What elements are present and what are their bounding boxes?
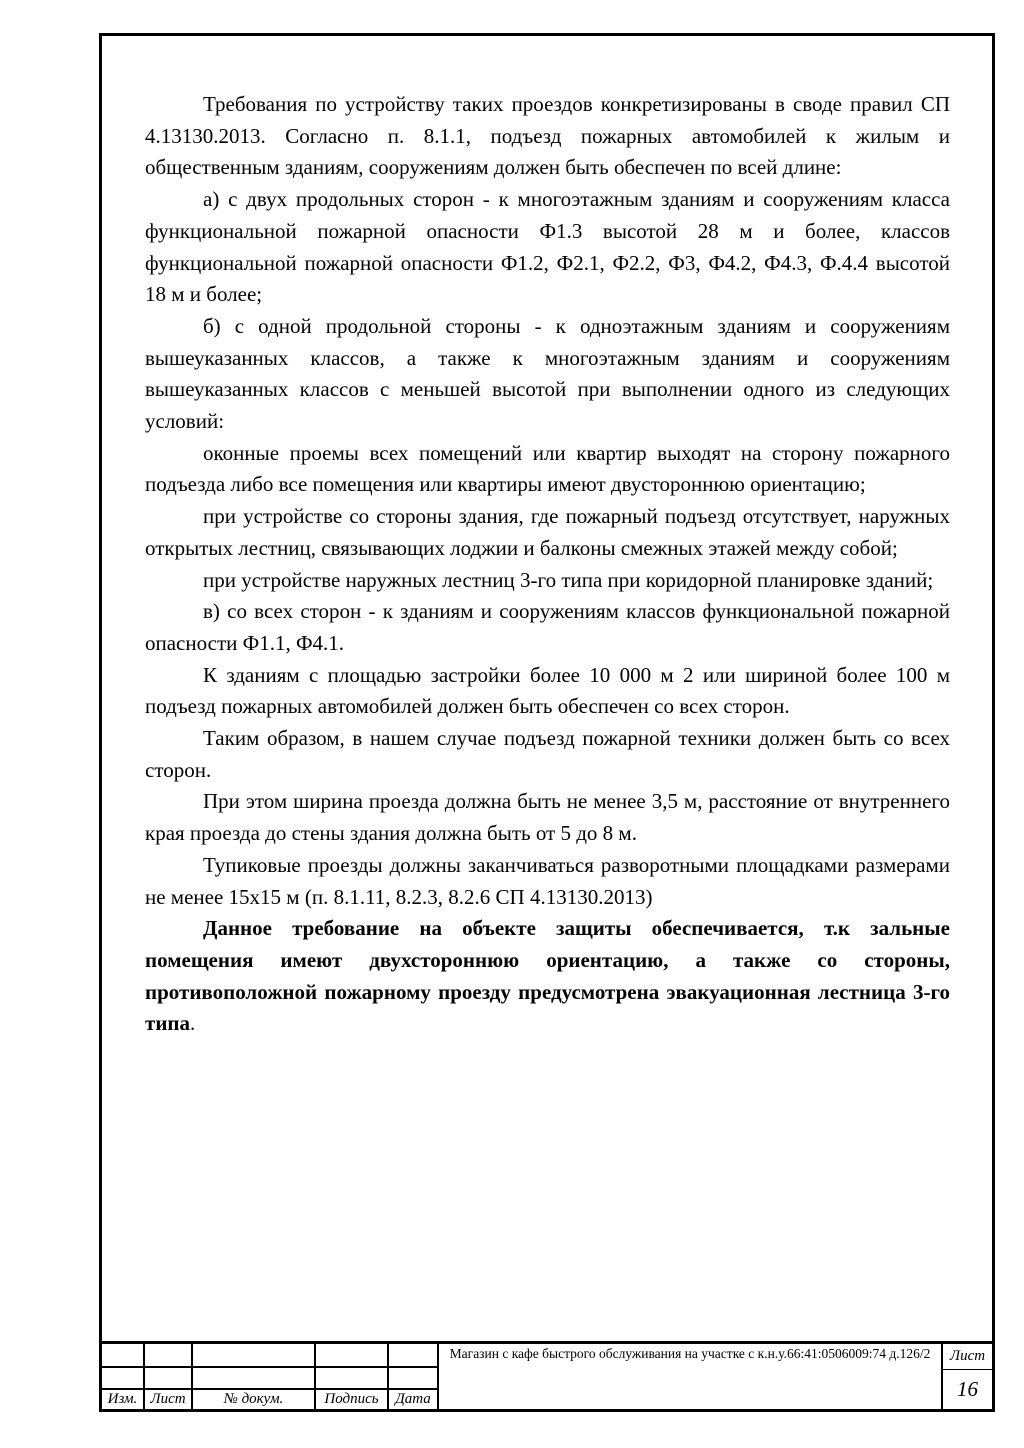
paragraph: б) с одной продольной стороны - к одноэтажным зданиям и сооружениям вышеуказанных классов, а также к многоэтажным зданиям и сооружениям вышеуказанных классов с меньшей высотой при выполнении одного из следующих условий: — [145, 313, 950, 434]
title-block-empty-cell — [102, 1344, 143, 1368]
title-block-column-signature — [316, 1344, 389, 1409]
title-block-column-list — [145, 1344, 193, 1409]
title-block-empty-cell — [316, 1368, 387, 1390]
title-block-sheet-label: Лист — [943, 1344, 992, 1370]
title-block-empty-cell — [145, 1344, 191, 1368]
title-block-project-name: Магазин с кафе быстрого обслуживания на участке с к.н.у.66:41:0506009:74 д.126/2 — [439, 1344, 943, 1409]
title-block-column-date — [389, 1344, 439, 1409]
title-block-column-izm — [102, 1344, 145, 1409]
title-block-empty-cell — [316, 1344, 387, 1368]
paragraph: при устройстве со стороны здания, где пожарный подъезд отсутствует, наружных открытых лестниц, связывающих лоджии и балконы смежных этажей между собой; — [145, 504, 950, 560]
title-block-label-list: Лист — [150, 1391, 186, 1407]
title-block-empty-cell — [145, 1368, 191, 1390]
title-block-empty-cell — [102, 1368, 143, 1390]
paragraph: К зданиям с площадью застройки более 10 000 м 2 или шириной более 100 м подъезд пожарных автомобилей должен быть обеспечен со всех сторон. — [145, 662, 950, 719]
title-block-empty-cell — [389, 1344, 437, 1368]
title-block-empty-cell — [389, 1368, 437, 1390]
title-block-empty-cell — [193, 1344, 314, 1368]
paragraph: Таким образом, в нашем случае подъезд пожарной техники должен быть со всех сторон. — [145, 726, 950, 782]
paragraph: а) с двух продольных сторон - к многоэтажным зданиям и сооружениям класса функциональной пожарной опасности Ф1.3 высотой 28 м и более, классов функциональной пожарной опасности Ф1.2, Ф2.1, Ф2.2, Ф3, Ф4.2, Ф4.3, Ф.4.4 высотой 18 м и более; — [145, 187, 950, 307]
title-block-column-doc-num — [193, 1344, 316, 1409]
paragraph: При этом ширина проезда должна быть не менее 3,5 м, расстояние от внутреннего края проезда до стены здания должна быть от 5 до 8 м. — [145, 789, 950, 846]
title-block-label-date: Дата — [395, 1391, 431, 1407]
paragraph: Требования по устройству таких проездов конкретизированы в своде правил СП 4.13130.2013. Согласно п. 8.1.1, подъезд пожарных автомобилей к жилым и общественным зданиям, сооружениям должен быть обеспечен по всей длине: — [145, 92, 950, 180]
title-block-empty-cell — [193, 1368, 314, 1390]
title-block-sheet-cell — [943, 1344, 992, 1409]
page-number: 16 — [957, 1377, 978, 1401]
title-block-label-doc-num: № докум. — [223, 1391, 284, 1407]
title-block — [99, 1341, 995, 1412]
title-block-label-signature: Подпись — [324, 1391, 379, 1407]
document-text-body — [145, 89, 950, 1040]
paragraph: при устройстве наружных лестниц 3-го типа при коридорной планировке зданий; — [203, 567, 934, 592]
paragraph: в) со всех сторон - к зданиям и сооружениям классов функциональной пожарной опасности Ф1.1, Ф4.1. — [145, 599, 950, 655]
paragraph: оконные проемы всех помещений или квартир выходят на сторону пожарного подъезда либо все помещения или квартиры имеют двустороннюю ориентацию; — [145, 440, 950, 497]
paragraph: Тупиковые проезды должны заканчиваться разворотными площадками размерами не менее 15х15 м (п. 8.1.11, 8.2.3, 8.2.6 СП 4.13130.2013) — [145, 852, 950, 909]
paragraph-bold-conclusion: Данное требование на объекте защиты обеспечивается, т.к зальные помещения имеют двухстороннюю ориентацию, а также со стороны, противоположной пожарному проезду предусмотрена эвакуационная лестница 3-го типа. — [145, 916, 950, 1036]
title-block-label-izm: Изм. — [107, 1391, 138, 1407]
